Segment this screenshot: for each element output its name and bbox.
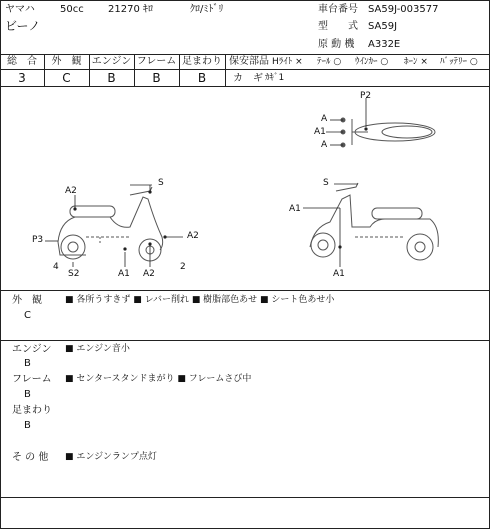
right-seat <box>372 208 422 219</box>
safety-item-name: Hﾗｲﾄ <box>272 57 293 67</box>
right-body-outline <box>310 195 438 247</box>
left-seat <box>70 206 115 217</box>
safety-mid-line <box>225 69 490 70</box>
diagram-label: A1 <box>289 204 301 214</box>
remark-text: ■ エンジンランプ点灯 <box>65 452 157 462</box>
color: ｸﾛ/ﾐﾄﾞﾘ <box>190 4 224 15</box>
remark-grade: B <box>24 358 31 369</box>
remark-grade: B <box>24 389 31 400</box>
remarks-bottom-line <box>0 497 490 498</box>
overall-label: 総 合 <box>7 56 37 67</box>
displacement: 50cc <box>60 4 84 15</box>
suspension-label: 足まわり <box>182 56 222 67</box>
safety-item-name: ｳｲﾝｶｰ <box>355 57 378 67</box>
remark-text: ■ エンジン音小 <box>65 344 130 354</box>
diagram-label: A1 <box>333 269 345 279</box>
remarks-top-line <box>0 290 490 291</box>
diagram-label: P3 <box>32 235 44 245</box>
diagram-label: 2 <box>180 262 186 272</box>
safety-item-mark: ○ <box>469 57 478 67</box>
diagram-label: A2 <box>143 269 155 279</box>
type-label: 型 式 <box>318 21 358 32</box>
suspension-value: B <box>197 71 207 85</box>
remarks-line <box>0 340 490 341</box>
diagram-label: S <box>323 178 329 188</box>
engine-model-value: A332E <box>368 39 401 50</box>
diagram-label: S2 <box>68 269 80 279</box>
diagram-label: A1 <box>118 269 130 279</box>
model-name: ビーノ <box>5 19 41 33</box>
safety-item-name: ﾎｰﾝ <box>404 57 418 67</box>
key-label: カ ギ <box>233 73 263 84</box>
diagram-label: A1 <box>314 127 326 137</box>
grade-divider <box>225 54 226 86</box>
right-front-wheel <box>311 233 335 257</box>
maker: ヤマハ <box>5 4 35 15</box>
remark-text: ■ センタースタンドまがり ■ フレームさび中 <box>65 374 252 384</box>
remark-label: エンジン <box>12 344 52 355</box>
grade-mid-line <box>0 69 225 70</box>
mileage: 21270 ｷﾛ <box>108 4 153 15</box>
safety-item-mark: × <box>295 57 303 67</box>
safety-item-name: ﾃｰﾙ <box>317 57 331 67</box>
remark-label: 外 観 <box>12 295 42 306</box>
diagram-label: P2 <box>360 91 372 101</box>
remark-label: そ の 他 <box>12 452 49 463</box>
safety-label: 保安部品 <box>229 56 269 67</box>
diagram-label: S <box>158 178 164 188</box>
diagram-label: A2 <box>187 231 199 241</box>
remark-label: 足まわり <box>12 405 52 416</box>
frame-grade-label: フレーム <box>136 56 177 67</box>
overall-value: 3 <box>18 71 26 85</box>
diagram-label: 4 <box>53 262 59 272</box>
frame-no-label: 車台番号 <box>318 4 358 15</box>
safety-item-name: ﾊﾞｯﾃﾘｰ <box>440 57 468 67</box>
exterior-value: C <box>62 71 71 85</box>
remark-grade: B <box>24 420 31 431</box>
engine-grade-value: B <box>107 71 116 85</box>
engine-model-label: 原 動 機 <box>318 39 355 50</box>
exterior-label: 外 観 <box>51 56 82 67</box>
key-value: ｶｷﾞ1 <box>265 73 285 83</box>
diagram-label: A <box>321 114 328 124</box>
type-value: SA59J <box>368 21 398 32</box>
frame-no-value: SA59J-003577 <box>368 4 439 15</box>
remark-label: フレーム <box>12 374 52 385</box>
right-rear-wheel <box>407 234 433 260</box>
safety-item-mark: ○ <box>380 57 389 67</box>
grade-top-line <box>0 54 490 55</box>
engine-grade-label: エンジン <box>91 56 132 67</box>
remark-text: ■ 各所うすきず ■ レバー削れ ■ 樹脂部色あせ ■ シート色あせ小 <box>65 295 335 305</box>
safety-item-mark: × <box>420 57 428 67</box>
safety-item-mark: ○ <box>333 57 342 67</box>
remark-grade: C <box>24 310 31 321</box>
diagram-label: A <box>321 140 328 150</box>
frame-grade-value: B <box>152 71 161 85</box>
diagram-label: A2 <box>65 186 77 196</box>
